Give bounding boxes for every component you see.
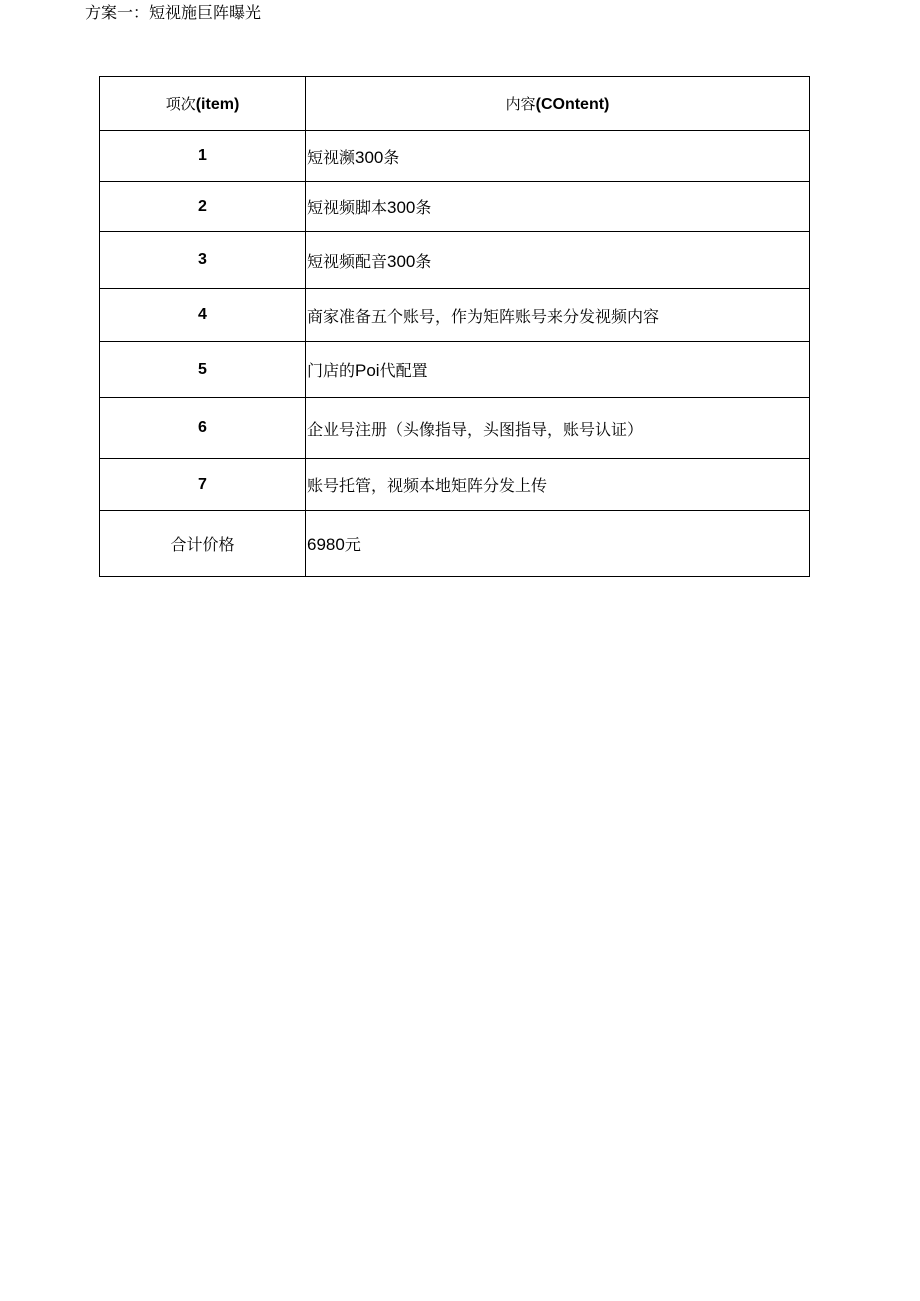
total-price-amount: 6980 xyxy=(307,535,345,554)
row-number: 7 xyxy=(100,459,306,511)
row-content xyxy=(306,182,810,232)
row-latin: 300 xyxy=(387,251,416,271)
total-row xyxy=(100,511,810,577)
content-column-header xyxy=(306,77,810,131)
row-number: 2 xyxy=(100,182,306,232)
row-text: 门店的 xyxy=(307,361,356,380)
row-number: 3 xyxy=(100,232,306,289)
table-row xyxy=(100,342,810,398)
table-row xyxy=(100,289,810,342)
row-text-suffix: 代配置 xyxy=(379,361,428,380)
table-row xyxy=(100,131,810,182)
document-heading: 方案一：短视施巨阵曝光 xyxy=(85,3,262,22)
row-content xyxy=(306,342,810,398)
item-header-en: (item) xyxy=(195,96,240,113)
row-number: 1 xyxy=(100,131,306,182)
row-number: 4 xyxy=(100,289,306,342)
row-number: 6 xyxy=(100,398,306,459)
row-latin: Poi xyxy=(355,361,380,380)
row-latin: 300 xyxy=(355,147,384,167)
row-content xyxy=(306,398,810,459)
table-row xyxy=(100,182,810,232)
table-row xyxy=(100,232,810,289)
plan-table xyxy=(99,76,810,577)
row-text: 账号托管，视频本地矩阵分发上传 xyxy=(307,476,548,495)
item-header-cn: 项次 xyxy=(165,95,196,113)
item-column-header xyxy=(100,77,306,131)
row-text-suffix: 条 xyxy=(383,147,400,167)
row-content xyxy=(306,131,810,182)
total-price-value xyxy=(306,511,810,577)
row-text-suffix: 条 xyxy=(415,198,432,217)
row-text: 短视频脚本 xyxy=(307,198,388,217)
row-content xyxy=(306,459,810,511)
row-content xyxy=(306,232,810,289)
row-text: 短视濒 xyxy=(307,147,356,167)
row-latin: 300 xyxy=(387,198,416,217)
row-text: 企业号注册（头像指导，头图指导，账号认证） xyxy=(307,419,644,439)
row-text: 短视频配音 xyxy=(307,251,388,271)
row-number: 5 xyxy=(100,342,306,398)
row-text-suffix: 条 xyxy=(415,251,432,271)
total-price-label: 合计价格 xyxy=(100,511,306,577)
total-price-unit: 元 xyxy=(344,535,361,554)
content-header-cn: 内容 xyxy=(505,95,536,113)
table-row xyxy=(100,459,810,511)
row-text: 商家准备五个账号，作为矩阵账号来分发视频内容 xyxy=(307,306,660,326)
row-content xyxy=(306,289,810,342)
content-header-en: (COntent) xyxy=(535,96,610,113)
table-row xyxy=(100,398,810,459)
table-header-row xyxy=(100,77,810,131)
